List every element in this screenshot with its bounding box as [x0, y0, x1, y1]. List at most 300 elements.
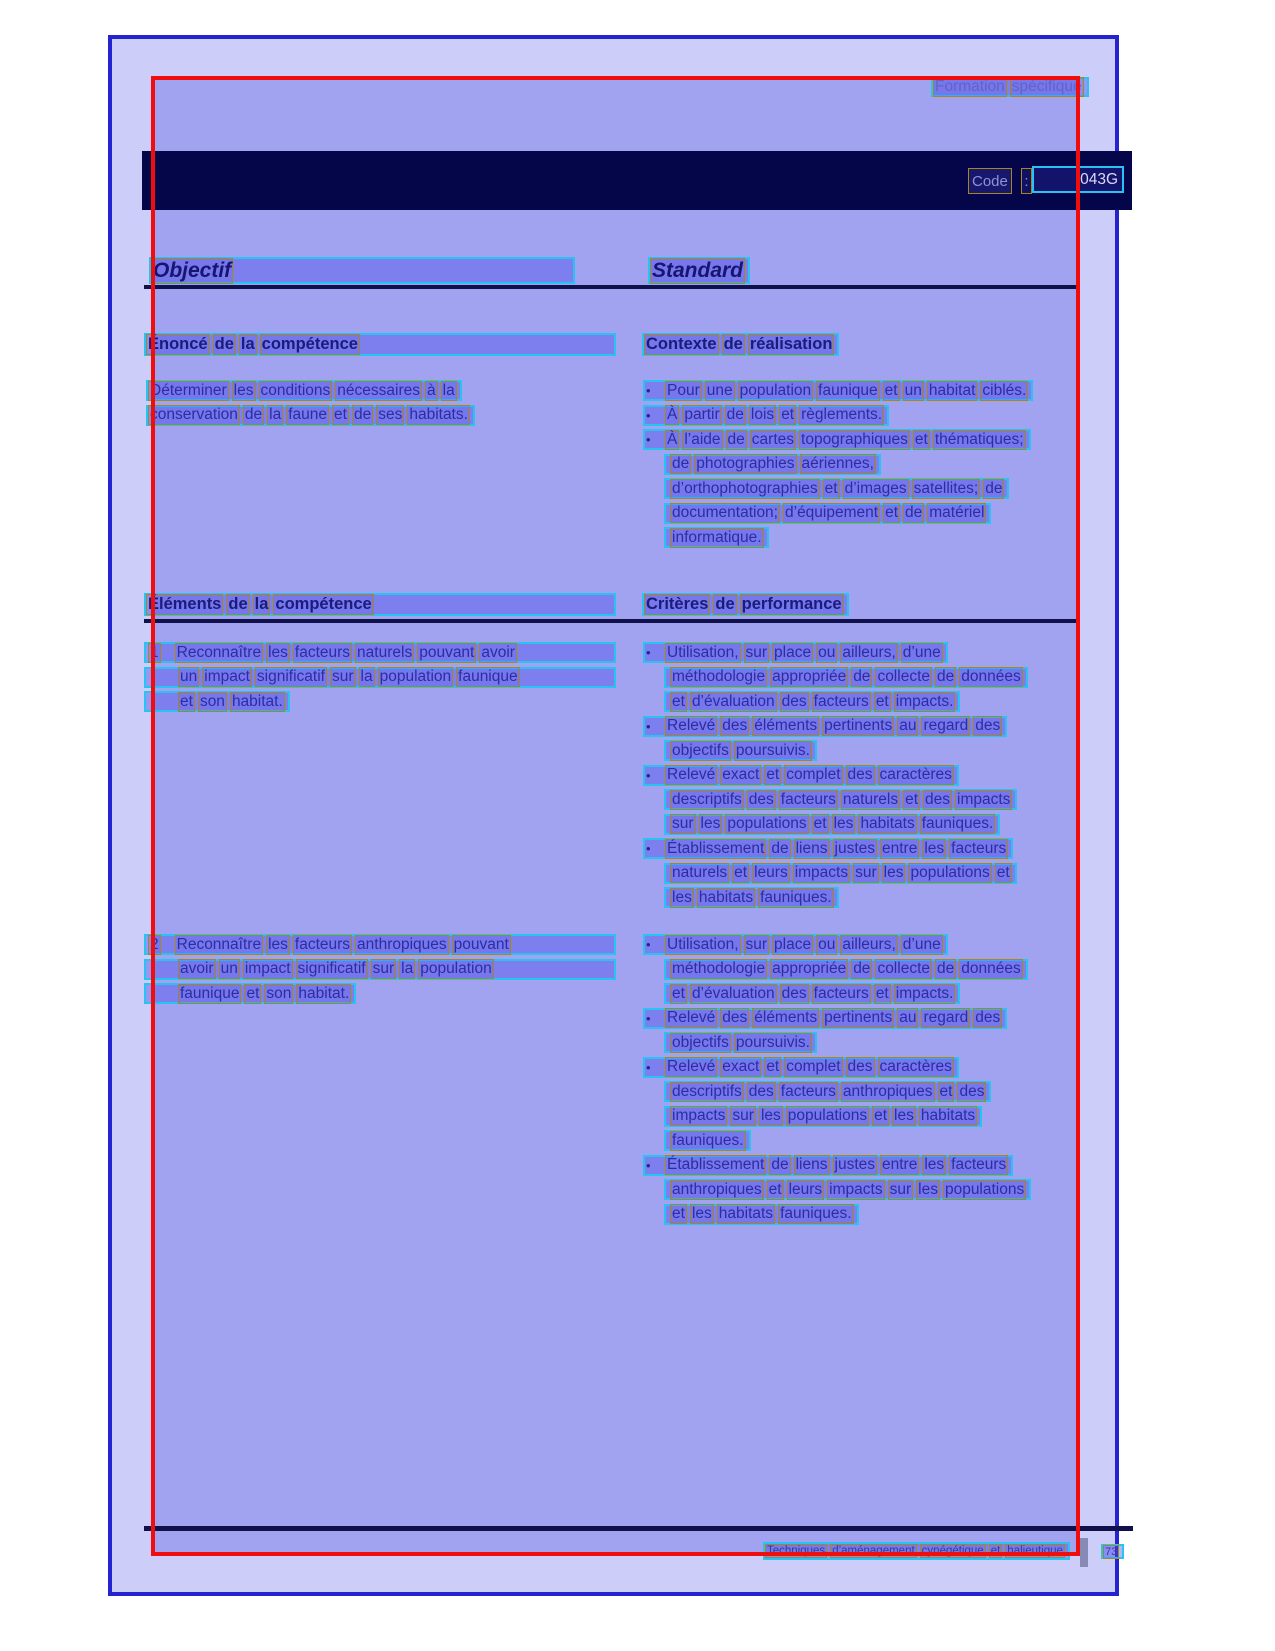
ocr-word: À [667, 430, 678, 448]
ocr-text-line [664, 478, 1009, 499]
ocr-word: et [874, 1107, 888, 1124]
ocr-word: impacts [794, 864, 849, 881]
ocr-word: naturels [357, 643, 413, 661]
ocr-word: impact [244, 960, 291, 977]
footer-program-line [763, 1542, 1070, 1560]
ocr-word: appropriée [772, 668, 847, 685]
ocr-word: et [990, 1545, 1001, 1557]
ocr-word: objectifs [672, 741, 729, 759]
ocr-text-line [643, 1008, 1007, 1029]
section-rule-middle [144, 619, 1078, 623]
ocr-text-line [144, 691, 290, 712]
ocr-word: de [353, 406, 372, 423]
ocr-word: éléments [754, 717, 818, 734]
ocr-word: de [771, 1156, 789, 1173]
ocr-word: d’évaluation [691, 984, 775, 1002]
ocr-word: d’équipement [785, 504, 879, 521]
ocr-word: exact [722, 766, 760, 783]
ocr-word: Utilisation, [667, 935, 739, 953]
ocr-word: pouvant [419, 643, 475, 661]
ocr-word: des [847, 766, 873, 783]
page-number: 73 [1105, 1545, 1118, 1558]
ocr-word: données [961, 668, 1021, 685]
ocr-text-line [146, 380, 462, 401]
ocr-word: appropriée [772, 960, 847, 977]
ocr-word: liens [795, 839, 828, 857]
ocr-text-line [144, 667, 616, 688]
ocr-word: place [774, 935, 812, 953]
ocr-text-line [643, 405, 889, 426]
ocr-word: cartes [751, 430, 795, 448]
ocr-word: de [244, 406, 263, 423]
section-rule-top [144, 285, 1078, 289]
ocr-word: des [959, 1082, 985, 1100]
ocr-word: Relevé [667, 1058, 716, 1075]
ocr-word: fauniques. [921, 815, 994, 832]
ocr-word: la [269, 406, 282, 423]
ocr-word: objectifs [672, 1033, 729, 1051]
ocr-word: leurs [754, 864, 788, 881]
ocr-word: collecte [877, 960, 930, 977]
ocr-word: sur [331, 668, 354, 685]
ocr-word: Contexte [646, 335, 717, 353]
ocr-word: complet [786, 766, 841, 783]
ocr-text-line [664, 503, 991, 524]
ocr-text-line [664, 691, 960, 712]
ocr-word: populations [944, 1180, 1025, 1198]
ocr-word: les [268, 935, 288, 953]
ocr-text-line [664, 527, 769, 548]
ocr-word: d’évaluation [691, 692, 775, 710]
ocr-word: place [774, 643, 812, 661]
ocr-word: les [894, 1107, 914, 1124]
ocr-text-line [643, 642, 948, 663]
ocr-word: leurs [788, 1180, 823, 1198]
ocr-text-line [643, 380, 1033, 401]
ocr-word: et [766, 766, 780, 783]
ocr-text-line [643, 1057, 959, 1078]
ocr-word: poursuivis. [735, 741, 810, 759]
ocr-word: et [875, 692, 889, 710]
ocr-word: ses [378, 406, 403, 423]
ocr-word: habitats [698, 888, 754, 906]
ocr-word: une [706, 381, 733, 399]
ocr-word: nécessaires [337, 381, 421, 399]
ocr-text-line [664, 1204, 859, 1225]
ocr-word: d’aménagement [832, 1545, 915, 1557]
ocr-word: À [667, 406, 678, 423]
ocr-word: habitat. [231, 692, 283, 710]
ocr-word: Reconnaître [176, 643, 262, 661]
ocr-word: et [905, 790, 919, 808]
ocr-word: et [824, 479, 838, 497]
ocr-word: fauniques. [672, 1131, 744, 1149]
ocr-text-line [664, 667, 1028, 688]
ocr-word: les [883, 864, 904, 881]
ocr-word: la [401, 960, 414, 977]
footer-rule [144, 1526, 1133, 1531]
ocr-word: faunique [818, 381, 878, 399]
ocr-word: Reconnaître [176, 935, 262, 953]
ocr-word: Pour [667, 381, 700, 399]
ocr-word: de [228, 595, 248, 613]
ocr-word: population [379, 668, 452, 685]
ocr-word: documentation; [672, 504, 778, 521]
ocr-text-line [643, 1155, 1013, 1176]
ocr-word: de [853, 668, 871, 685]
ocr-word: des [925, 790, 951, 808]
enonce-heading [144, 333, 616, 356]
ocr-word: la [254, 595, 269, 613]
bullet-marker: • [646, 645, 651, 660]
ocr-word: facteurs [780, 1082, 836, 1100]
ocr-word: avoir [481, 643, 515, 661]
ocr-word: les [233, 381, 254, 399]
ocr-word: et [766, 1058, 780, 1075]
ocr-text-line [664, 1032, 817, 1053]
ocr-word: et [939, 1082, 953, 1100]
ocr-word: Relevé [667, 1009, 716, 1026]
ocr-word: compétence [261, 335, 358, 353]
ocr-word: Utilisation, [667, 643, 739, 661]
ocr-word: facteurs [813, 984, 869, 1002]
ocr-word: de [214, 335, 234, 353]
ocr-word: un [904, 381, 922, 399]
ocr-word: fauniques. [780, 1205, 852, 1222]
ocr-word: significatif [297, 960, 366, 977]
ocr-word: cynégétique [921, 1545, 984, 1557]
ocr-word: impacts [957, 790, 1011, 808]
ocr-word: de [672, 455, 690, 472]
ocr-word: et [914, 430, 928, 448]
ocr-word: justes [834, 1156, 875, 1173]
ocr-word: informatique. [672, 528, 762, 546]
ocr-text-line [643, 765, 959, 786]
ocr-text-line [664, 740, 817, 761]
bullet-marker: • [646, 407, 651, 423]
ocr-word: et [875, 984, 889, 1002]
ocr-word: des [975, 717, 1001, 734]
bullet-marker: • [646, 383, 651, 398]
bullet-marker: • [646, 718, 651, 734]
ocr-word: la [442, 381, 455, 399]
ocr-word: pouvant [453, 935, 509, 953]
ocr-word: éléments [754, 1009, 818, 1026]
ocr-text-line [664, 1179, 1031, 1200]
ocr-word: populations [910, 864, 990, 881]
ocr-word: conditions [260, 381, 331, 399]
ocr-word: sur [732, 1107, 754, 1124]
ocr-word: ou [818, 643, 836, 661]
ocr-word: habitats [718, 1205, 774, 1222]
ocr-word: sur [372, 960, 395, 977]
header-classification-line [931, 77, 1089, 97]
ocr-word: sur [672, 815, 694, 832]
ocr-word: impacts. [895, 984, 954, 1002]
ocr-word: les [700, 815, 721, 832]
ocr-word: caractères [879, 1058, 952, 1075]
ocr-word: Éléments [148, 595, 222, 613]
ocr-text-line [664, 1081, 991, 1102]
ocr-text-line [643, 934, 948, 955]
ocr-word: d’une [902, 643, 941, 661]
ocr-word: compétence [275, 595, 372, 613]
ocr-word: habitat. [298, 984, 350, 1002]
ocr-word: les [918, 1180, 938, 1198]
ocr-text-line [643, 716, 1007, 737]
ocr-word: au [899, 717, 917, 734]
ocr-word: et [734, 864, 748, 881]
ocr-text-line [664, 1130, 751, 1151]
ocr-word: sur [855, 864, 877, 881]
ocr-word: de [937, 668, 955, 685]
ocr-word: anthropiques [357, 935, 447, 953]
ocr-word: significatif [256, 668, 325, 685]
ocr-word: et [996, 864, 1010, 881]
ocr-word: impacts. [895, 692, 954, 710]
ocr-word: de [985, 479, 1003, 497]
ocr-word: sur [889, 1180, 912, 1198]
ocr-word: performance [741, 595, 842, 613]
ocr-text-line [664, 959, 1028, 980]
ocr-word: son [266, 984, 292, 1002]
item-number: 2 [150, 935, 159, 953]
ocr-word: de [771, 839, 789, 857]
ocr-text-line [144, 642, 616, 663]
ocr-word: des [847, 1058, 873, 1075]
ocr-word: Techniques [767, 1545, 826, 1557]
ocr-word: halieutique [1007, 1545, 1063, 1557]
ocr-word: facteurs [813, 692, 869, 710]
standard-heading [648, 257, 750, 284]
ocr-word: méthodologie [672, 668, 766, 685]
ocr-text-line [664, 863, 1017, 884]
ocr-word: facteurs [951, 1156, 1007, 1173]
ocr-word: satellites; [913, 479, 979, 497]
ocr-word: données [961, 960, 1021, 977]
ocr-text-line [664, 454, 881, 475]
ocr-word: de [937, 960, 955, 977]
ocr-word: les [760, 1107, 781, 1124]
ocr-word: des [748, 1082, 774, 1100]
page-number-line [1101, 1544, 1124, 1559]
ocr-text-line [643, 429, 1031, 450]
ocr-word: son [199, 692, 225, 710]
ocr-word: partir [684, 406, 720, 423]
ocr-word: Énoncé [148, 335, 208, 353]
ocr-word: les [691, 1205, 712, 1222]
ocr-word: naturels [842, 790, 899, 808]
ocr-word: Relevé [667, 766, 716, 783]
ocr-word: avoir [180, 960, 214, 977]
ocr-word: des [781, 984, 807, 1002]
ocr-word: d’images [844, 479, 907, 497]
ocr-word: descriptifs [672, 790, 742, 808]
bullet-marker: • [646, 1157, 651, 1173]
ocr-word: facteurs [294, 643, 351, 661]
ocr-word: les [924, 1156, 945, 1173]
ocr-word: photographies [696, 455, 795, 472]
bullet-marker: • [646, 937, 651, 952]
ocr-word: et [781, 406, 795, 423]
ocr-word: Objectif [153, 258, 232, 282]
objectif-heading [149, 257, 575, 284]
ocr-word: ciblés. [982, 381, 1027, 399]
ocr-word: entre [882, 839, 918, 857]
ocr-text-line [664, 983, 960, 1004]
ocr-word: liens [795, 1156, 828, 1173]
ocr-word: anthropiques [842, 1082, 933, 1100]
ocr-word: regard [923, 1009, 969, 1026]
ocr-word: Établissement [667, 839, 765, 857]
item-number: 1 [150, 643, 159, 661]
ocr-word: la [360, 668, 373, 685]
ocr-word: ailleurs, [842, 643, 896, 661]
ocr-word: sur [745, 935, 768, 953]
ocr-text-line [664, 789, 1017, 810]
ocr-word: les [924, 839, 945, 857]
ocr-word: habitat [928, 381, 976, 399]
ocr-word: et [672, 984, 685, 1002]
ocr-word: regard [923, 717, 969, 734]
ocr-word: conservation [150, 406, 238, 423]
ocr-word: Critères [646, 595, 709, 613]
ocr-word: population [739, 381, 812, 399]
ocr-word: facteurs [294, 935, 351, 953]
bullet-marker: • [646, 841, 651, 856]
bullet-marker: • [646, 1010, 651, 1026]
ocr-word: complet [786, 1058, 841, 1075]
ocr-word: et [884, 381, 898, 399]
ocr-word: de [727, 430, 745, 448]
ocr-word: des [975, 1009, 1001, 1026]
ocr-word: Standard [652, 258, 744, 282]
ocr-word: et [334, 406, 347, 423]
ocr-word: de [715, 595, 735, 613]
contexte-heading [642, 333, 839, 356]
ocr-word: pertinents [824, 717, 893, 734]
ocr-word: ou [818, 935, 836, 953]
ocr-word: règlements. [801, 406, 883, 423]
ocr-word: faunique [180, 984, 240, 1002]
ocr-word: des [722, 1009, 748, 1026]
elements-heading [144, 593, 616, 616]
bullet-marker: • [646, 432, 651, 447]
ocr-word: habitats [860, 815, 915, 832]
ocr-word: les [833, 815, 854, 832]
ocr-word: naturels [672, 864, 728, 881]
ocr-word: et [813, 815, 827, 832]
ocr-word: méthodologie [672, 960, 766, 977]
ocr-word: au [899, 1009, 917, 1026]
ocr-word: ailleurs, [842, 935, 896, 953]
ocr-word: les [672, 888, 692, 906]
ocr-word: entre [882, 1156, 918, 1173]
ocr-word: anthropiques [672, 1180, 762, 1198]
ocr-word: à [427, 381, 436, 399]
ocr-word: Formation [935, 78, 1005, 95]
criteres-heading [642, 593, 849, 616]
ocr-word: sur [745, 643, 768, 661]
ocr-word: poursuivis. [735, 1033, 810, 1051]
ocr-word: de [853, 960, 871, 977]
ocr-word: la [240, 335, 255, 353]
ocr-word: Relevé [667, 717, 716, 734]
ocr-word: facteurs [780, 790, 836, 808]
ocr-word: populations [727, 815, 807, 832]
footer-separator-bar [1080, 1538, 1088, 1567]
ocr-text-line [144, 959, 616, 980]
ocr-word: et [768, 1180, 782, 1198]
ocr-word: Établissement [667, 1156, 765, 1173]
ocr-word: fauniques. [760, 888, 832, 906]
ocr-word: justes [834, 839, 875, 857]
ocr-word: faune [288, 406, 328, 423]
bullet-marker: • [646, 1059, 651, 1075]
ocr-word: populations [787, 1107, 868, 1124]
ocr-text-line [643, 838, 1013, 859]
ocr-text-line [144, 983, 356, 1004]
ocr-word: caractères [879, 766, 952, 783]
ocr-word: réalisation [749, 335, 833, 353]
ocr-word: topographiques [801, 430, 908, 448]
ocr-text-line [664, 814, 1000, 835]
ocr-word: impacts [672, 1107, 726, 1124]
ocr-word: aériennes, [801, 455, 874, 472]
ocr-word: et [180, 692, 193, 710]
ocr-word: pertinents [824, 1009, 893, 1026]
ocr-word: spécifique [1011, 78, 1082, 95]
ocr-text-line [144, 934, 616, 955]
ocr-word: et [672, 1205, 685, 1222]
ocr-word: des [781, 692, 807, 710]
ocr-word: de [905, 504, 923, 521]
ocr-word: et [885, 504, 899, 521]
ocr-word: des [722, 717, 748, 734]
ocr-word: impacts [829, 1180, 883, 1198]
ocr-word: des [748, 790, 774, 808]
ocr-word: d’orthophotographies [672, 479, 818, 497]
ocr-word: impact [204, 668, 250, 685]
bullet-marker: • [646, 767, 651, 783]
code-value-box: 043G [1032, 166, 1124, 193]
ocr-word: descriptifs [672, 1082, 742, 1100]
ocr-word: l’aide [684, 430, 721, 448]
ocr-word: les [268, 643, 288, 661]
ocr-word: thématiques; [934, 430, 1024, 448]
ocr-word: d’une [902, 935, 941, 953]
ocr-word: et [672, 692, 685, 710]
ocr-word: et [246, 984, 260, 1002]
ocr-word: un [220, 960, 238, 977]
ocr-word: exact [722, 1058, 760, 1075]
ocr-text-line [146, 405, 475, 426]
ocr-word: un [180, 668, 198, 685]
ocr-word: faunique [458, 668, 518, 685]
ocr-word: de [726, 406, 744, 423]
ocr-word: facteurs [951, 839, 1007, 857]
ocr-word: lois [750, 406, 775, 423]
ocr-word: population [420, 960, 492, 977]
code-label: Code [968, 168, 1012, 194]
code-colon: : [1021, 168, 1032, 194]
ocr-text-line [664, 887, 839, 908]
ocr-word: de [723, 335, 743, 353]
ocr-word: Déterminer [150, 381, 227, 399]
ocr-word: matériel [929, 504, 985, 521]
ocr-word: habitats [920, 1107, 976, 1124]
ocr-text-line [664, 1106, 982, 1127]
